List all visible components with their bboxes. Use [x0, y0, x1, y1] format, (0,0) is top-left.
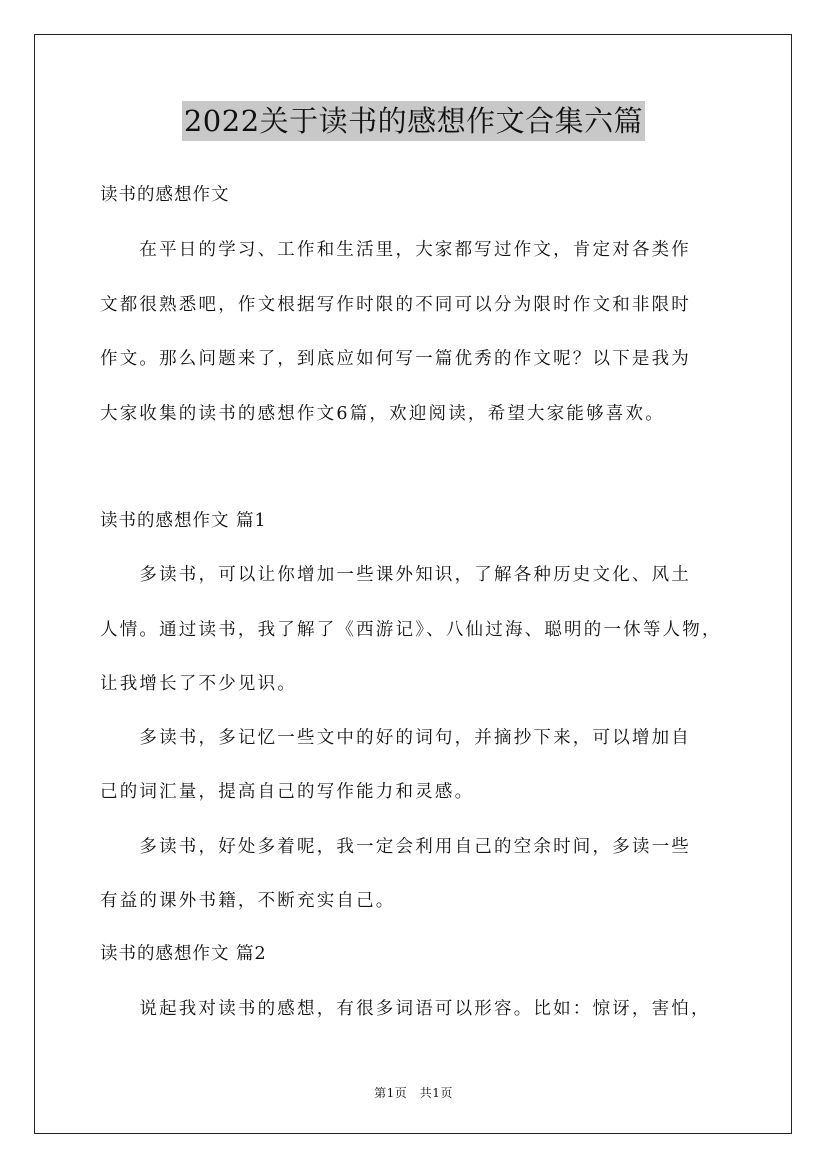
paragraph-line: 文都很熟悉吧，作文根据写作时限的不同可以分为限时作文和非限时 — [100, 295, 691, 315]
paragraph-line: 说起我对读书的感想，有很多词语可以形容。比如：惊讶，害怕， — [100, 999, 711, 1019]
paragraph-line: 己的词汇量，提高自己的写作能力和灵感。 — [100, 782, 475, 802]
paragraph-line: 有益的课外书籍，不断充实自己。 — [100, 891, 396, 911]
paragraph-line: 多读书，好处多着呢，我一定会利用自己的空余时间，多读一些 — [100, 837, 691, 857]
document-title: 2022关于读书的感想作文合集六篇 — [182, 101, 645, 141]
paragraph-line: 人情。通过读书，我了解了《西游记》、八仙过海、聪明的一休等人物， — [100, 620, 722, 640]
section-heading: 读书的感想作文 篇1 — [100, 511, 267, 531]
paragraph-line: 让我增长了不少见识。 — [100, 674, 297, 694]
paragraph-line: 作文。那么问题来了，到底应如何写一篇优秀的作文呢？以下是我为 — [100, 349, 691, 369]
paragraph-line: 在平日的学习、工作和生活里，大家都写过作文，肯定对各类作 — [100, 240, 691, 260]
paragraph-line: 多读书，可以让你增加一些课外知识，了解各种历史文化、风土 — [100, 565, 691, 585]
page-footer: 第1页 共1页 — [374, 1086, 453, 1100]
paragraph-line: 大家收集的读书的感想作文6篇，欢迎阅读，希望大家能够喜欢。 — [100, 404, 665, 424]
section-heading: 读书的感想作文 篇2 — [100, 944, 267, 964]
paragraph-line: 多读书，多记忆一些文中的好的词句，并摘抄下来，可以增加自 — [100, 728, 691, 748]
document-title-container — [0, 101, 827, 141]
section-heading: 读书的感想作文 — [100, 185, 230, 205]
